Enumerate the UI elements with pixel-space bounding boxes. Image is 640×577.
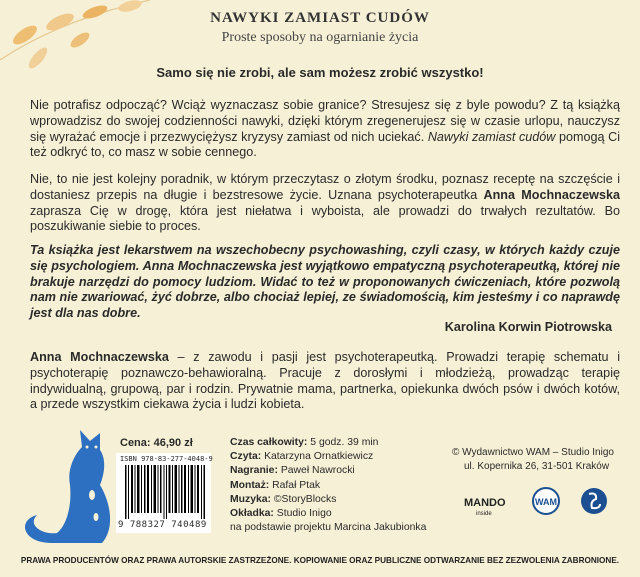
price-label: Cena: 46,90 zł [120,437,193,449]
studio-inigo-logo [581,488,607,514]
ean-number: 9 788327 740489 [118,520,207,530]
author-name-bio: Anna Mochnaczewska [30,350,169,364]
mando-logo [464,497,506,517]
mando-logo-subtext: inside [476,511,492,517]
paragraph-intro: Nie potrafisz odpocząć? Wciąż wyznaczasz sobie granice? Stresujesz się z byle powodu? Z tą książką wprowadzisz do swojej codzienności nawyki, dzięki którym zregenerujesz się w czasie urlopu, nauczysz się wyrażać emocje i przezwyciężysz kryzysy zamiast od nich uciekać. Nawyki zamiast cudów pomogą Ci też odkryć to, co masz w sobie cennego. [30,98,620,160]
publisher-name: © Wydawnictwo WAM – Studio Inigo [452,447,614,458]
book-title-inline: Nawyki zamiast cudów [427,129,556,144]
copyright-notice: PRAWA PRODUCENTÓW ORAZ PRAWA AUTORSKIE ZASTRZEŻONE. KOPIOWANIE ORAZ PUBLICZNE ODTWARZANIE BEZ ZEZWOLENIA ZABRONIONE. [20,556,620,565]
isbn-text: ISBN 978-83-277-4048-9 [120,455,213,463]
paragraph-author-bio: Anna Mochnaczewska – z zawodu i pasji jest psychoterapeutką. Prowadzi terapię schematu i psychoterapię poznawczo-behawioralną. Pracuje z dorosłymi i młodzieżą, prowadząc terapię indywidualną, grupową, par i rodzin. Prywatnie mama, partnerka, opiekunka dwóch psów i dwóch kotów, a przede wszystkim ciekawa życia i ludzi kobieta. [30,350,620,412]
book-title: NAWYKI ZAMIAST CUDÓW [210,10,430,26]
publisher-address: ul. Kopernika 26, 31-501 Kraków [464,460,610,472]
barcode-bars [125,465,205,519]
mando-logo-text: MANDO [464,497,506,509]
book-subtitle: Proste sposoby na ogarnianie życia [221,30,419,45]
paragraph-description: Nie, to nie jest kolejny poradnik, w którym przeczytasz o złotym środku, poznasz receptę na szczęście i dostaniesz przepis na długie i bezstresowe życie. Uznana psychoterapeutka Anna Mochnaczewska zaprasza Cię w drogę, która jest niełatwa i wyboista, ale prowadzi do trwałych rezultatów. Bo poszukiwanie siebie to proces. [30,172,620,234]
testimonial-quote: Ta książka jest lekarstwem na wszechobecny psychowashing, czyli czasy, w których każdy czuje się psychologiem. Anna Mochnaczewska jest wyjątkowo empatyczną psychoterapeutką, której nie brakuje narzędzi do pomocy ludziom. Widać to też w proponowanych ćwiczeniach, które pozwolą nam nie zwariować, żyć dobrze, albo chociaż lepiej, ze świadomością, kim jesteśmy i co naprawdę jest dla nas dobre. [30,243,620,321]
credit-duration: Czas całkowity: 5 godz. 39 min [230,437,379,448]
credit-cover: Okładka: Studio Inigo [230,508,332,520]
credit-editing: Montaż: Rafał Ptak [230,479,321,491]
credit-narrator: Czyta: Katarzyna Ornatkiewicz [230,451,374,463]
wam-logo [533,488,559,514]
lead-sentence: Samo się nie zrobi, ale sam możesz zrobić wszystko! [156,65,484,80]
wam-logo-text: WAM [535,497,557,507]
cat-illustration [12,425,127,550]
credit-recording: Nagranie: Paweł Nawrocki [230,465,355,477]
publisher-info [452,446,614,473]
author-name: Anna Mochnaczewska [483,187,620,202]
production-credits [230,436,426,535]
credit-music: Muzyka: ©StoryBlocks [230,493,337,505]
credit-cover-basis: na podstawie projektu Marcina Jakubionka [230,522,427,534]
publisher-logos [460,484,620,524]
testimonial-author: Karolina Korwin Piotrowska [444,320,612,334]
